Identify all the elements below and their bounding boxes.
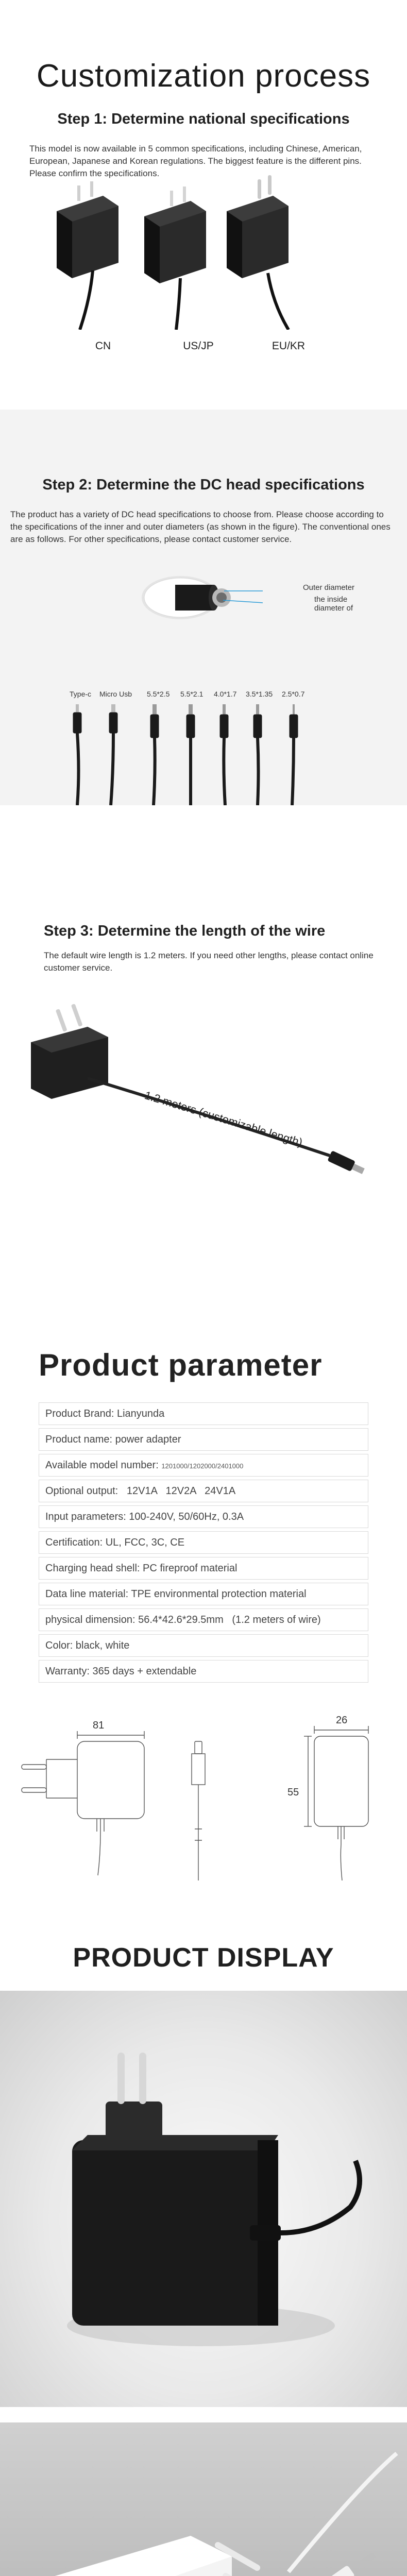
dc-head-diagram: [139, 559, 304, 636]
section-divider: [0, 805, 407, 857]
us-jp-label: US/JP: [183, 340, 214, 352]
parameter-row: Charging head shell: PC fireproof material: [39, 1557, 368, 1580]
product-photo-black: [0, 1991, 407, 2407]
step2-title: Step 2: Determine the DC head specifications: [42, 477, 365, 493]
eu-kr-label: EU/KR: [272, 340, 306, 352]
parameter-row: Product name: power adapter: [39, 1428, 368, 1451]
step2-section: [0, 410, 407, 805]
step1-section: [0, 0, 407, 410]
dc-head-label: 3.5*1.35: [246, 690, 273, 698]
parameter-row: Color: black, white: [39, 1634, 368, 1657]
parameter-row: Certification: UL, FCC, 3C, CE: [39, 1531, 368, 1554]
dc-head-label: 5.5*2.5: [147, 690, 170, 698]
cn-adapter-image: [57, 181, 118, 330]
outer-diameter-label: Outer diameter: [303, 583, 355, 592]
wire-length-label: 1.2 meters (customizable length): [143, 1089, 304, 1149]
parameters-list: [39, 1402, 368, 1686]
dimension-height-label: 55: [287, 1787, 299, 1798]
step3-section: [0, 857, 407, 1290]
dc-head-label: 4.0*1.7: [214, 690, 237, 698]
step3-description: The default wire length is 1.2 meters. If you need other lengths, please contact online customer service.: [44, 951, 374, 973]
parameter-row: Optional output: 12V1A 12V2A 24V1A: [39, 1480, 368, 1502]
parameters-title: Product parameter: [39, 1348, 323, 1382]
product-photo-white-side: [0, 2422, 407, 2576]
inner-diameter-label: the inside diameter of: [314, 595, 353, 613]
dimension-drawing: [10, 1710, 402, 1880]
dc-head-cables-illustration: [67, 704, 355, 805]
eu-kr-adapter-image: [227, 175, 289, 330]
page-title: Customization process: [36, 58, 371, 94]
dc-head-label: Type-c: [70, 690, 92, 698]
parameter-row: Input parameters: 100-240V, 50/60Hz, 0.3A: [39, 1505, 368, 1528]
display-title: PRODUCT DISPLAY: [73, 1943, 334, 1973]
step2-description: The product has a variety of DC head specifications to choose from. Please choose according to the specifications of the inner and outer diameters (as shown in the figure). The conventional ones are as follows. For other specifications, please contact customer service.: [10, 510, 391, 544]
dc-head-label: 5.5*2.1: [180, 690, 204, 698]
dc-head-label: 2.5*0.7: [282, 690, 305, 698]
parameter-row: Product Brand: Lianyunda: [39, 1402, 368, 1425]
step1-description: This model is now available in 5 common specifications, including Chinese, American, European, Japanese and Korean regulations. The biggest feature is the different pins. Please confirm the specifications.: [29, 144, 362, 178]
dimension-depth-label: 26: [336, 1715, 348, 1726]
photo-gap: [0, 2407, 407, 2422]
step1-title: Step 1: Determine national specifications: [57, 111, 350, 127]
parameter-row: Available model number: 1201000/1202000/2401000: [39, 1454, 368, 1477]
cn-label: CN: [95, 340, 111, 352]
plug-types-illustration: [41, 175, 350, 330]
us-jp-adapter-image: [144, 187, 206, 330]
step3-title: Step 3: Determine the length of the wire: [44, 923, 326, 939]
dc-head-label: Micro Usb: [99, 690, 132, 698]
parameter-row: physical dimension: 56.4*42.6*29.5mm (1.2 meters of wire): [39, 1608, 368, 1631]
parameter-row: Warranty: 365 days + extendable: [39, 1660, 368, 1683]
wire-length-illustration: [10, 980, 381, 1197]
parameter-row: Data line material: TPE environmental protection material: [39, 1583, 368, 1605]
dimension-width-label: 81: [93, 1720, 105, 1731]
